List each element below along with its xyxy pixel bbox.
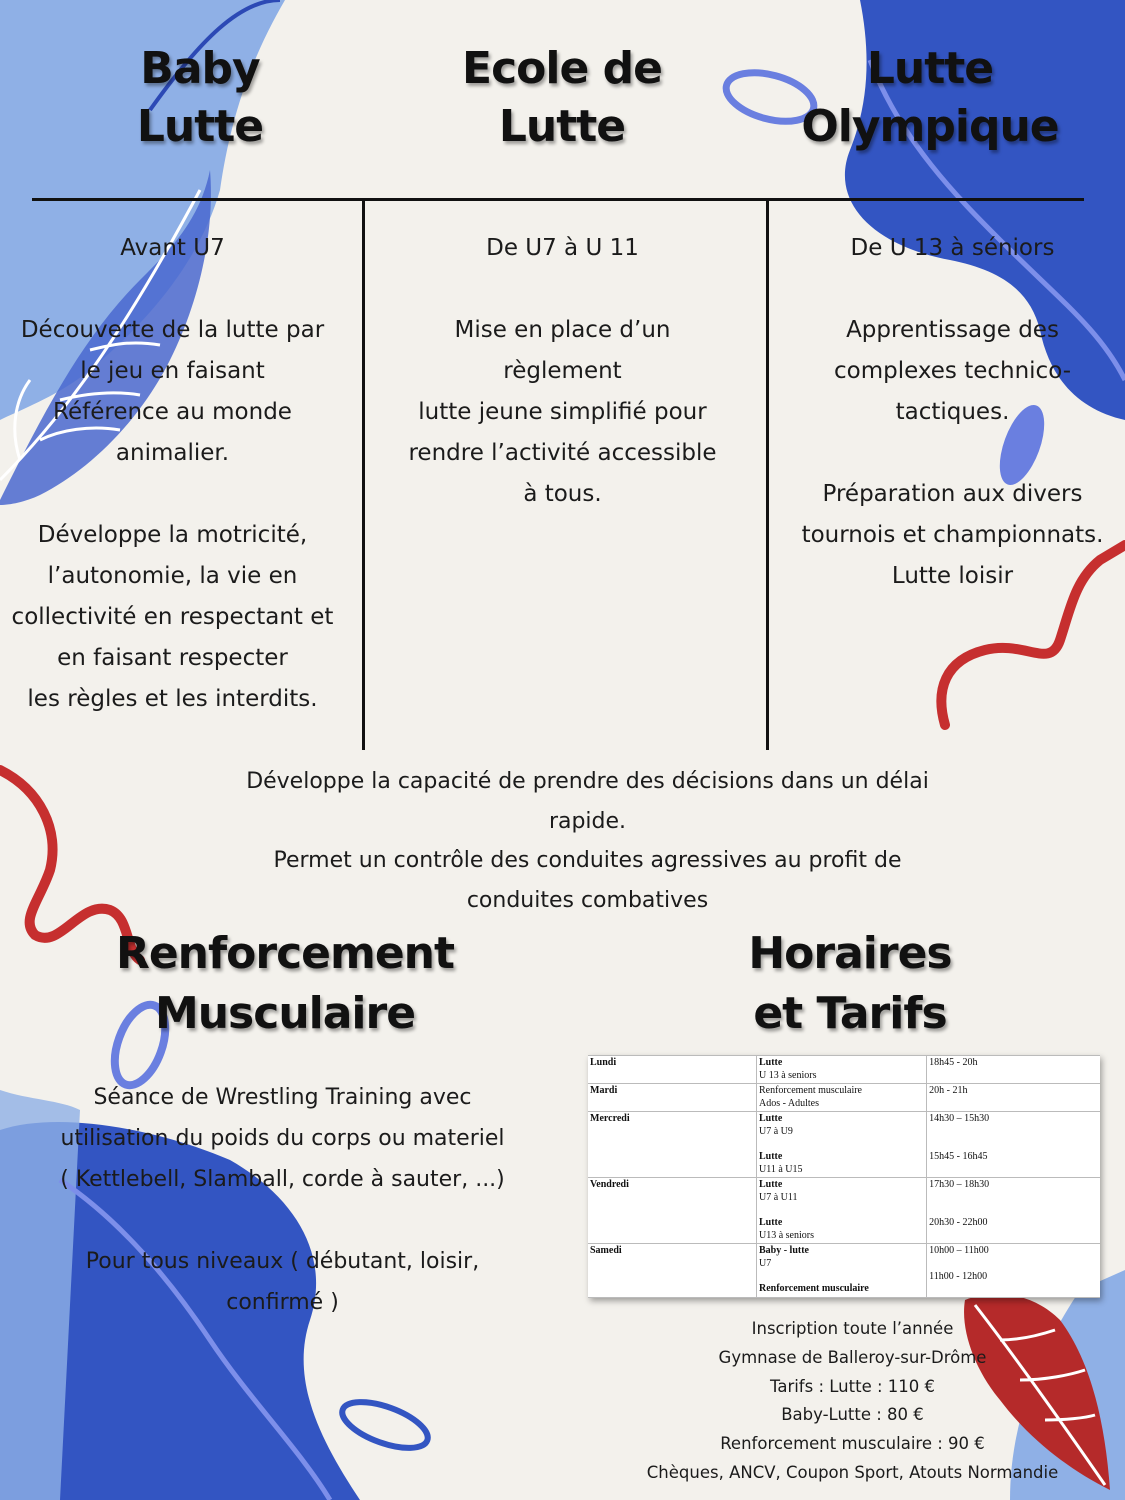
text-line: Tarifs : Lutte : 110 €	[769, 1376, 936, 1396]
text-line: collectivité en respectant et	[11, 604, 334, 630]
schedule-row	[588, 1056, 1100, 1084]
activity-level: U11 à U15	[758, 1163, 803, 1175]
schedule-entry	[759, 1283, 924, 1296]
schedule-activities	[756, 1084, 926, 1112]
schedule-entry	[759, 1217, 924, 1242]
text-line: rendre l’activité accessible	[408, 440, 717, 466]
schedule-times	[927, 1112, 1100, 1178]
activity-time: 15h45 - 16h45	[929, 1151, 988, 1162]
title-line: Ecole de	[462, 43, 662, 94]
text-line: les règles et les interdits.	[27, 686, 318, 712]
text-line: Pour tous niveaux ( débutant, loisir,	[85, 1249, 480, 1274]
text-line: tactiques.	[895, 399, 1010, 425]
horizontal-divider	[32, 198, 1084, 201]
title-line: Lutte	[136, 101, 264, 152]
activity-time: 10h00 – 11h00	[929, 1245, 989, 1256]
activity-name: Lutte	[758, 1179, 783, 1190]
schedule-times	[927, 1084, 1100, 1112]
activity-level: U7 à U9	[758, 1125, 793, 1137]
title-line: Baby	[140, 43, 260, 94]
text-line: Apprentissage des	[846, 317, 1059, 343]
schedule-day: Lundi	[588, 1056, 756, 1084]
title-line: et Tarifs	[753, 988, 947, 1039]
schedule-day: Vendredi	[588, 1178, 756, 1244]
schedule-activities	[756, 1244, 926, 1298]
vertical-divider-left	[362, 200, 365, 750]
text-line: Développe la motricité,	[37, 522, 308, 548]
schedule-entry	[759, 1245, 924, 1270]
schedule-activities	[756, 1056, 926, 1084]
text-line: rapide.	[548, 808, 627, 834]
schedule-table	[588, 1055, 1100, 1298]
text-line: Renforcement musculaire : 90 €	[720, 1434, 985, 1454]
text-line: le jeu en faisant	[80, 358, 265, 384]
text-line: en faisant respecter	[57, 645, 288, 671]
activity-level: U7	[758, 1257, 772, 1269]
text-line: confirmé )	[226, 1290, 339, 1315]
column-title-ecole-de-lutte	[432, 40, 692, 156]
schedule-entry	[759, 1085, 924, 1110]
title-line: Musculaire	[154, 988, 416, 1039]
schedule-day: Mercredi	[588, 1112, 756, 1178]
text-line: Mise en place d’un	[454, 317, 671, 343]
schedule-day: Mardi	[588, 1084, 756, 1112]
text-line: lutte jeune simplifié pour	[418, 399, 707, 425]
text-line: tournois et championnats.	[801, 522, 1104, 548]
title-line: Horaires	[748, 928, 952, 979]
activity-level: Ados - Adultes	[758, 1097, 819, 1109]
text-line: règlement	[503, 358, 622, 384]
text-line: conduites combatives	[466, 887, 709, 913]
schedule-entry	[759, 1179, 924, 1204]
age-range: De U 13 à séniors	[850, 235, 1055, 261]
renforcement-description	[10, 1077, 555, 1323]
activity-time: 11h00 - 12h00	[929, 1270, 988, 1282]
text-line: Permet un contrôle des conduites agressives au profit de	[273, 848, 902, 873]
activity-time: 14h30 – 15h30	[929, 1113, 990, 1124]
text-line: Gymnase de Balleroy-sur-Drôme	[718, 1347, 987, 1367]
activity-time: 17h30 – 18h30	[929, 1179, 990, 1190]
activity-time: 20h30 - 22h00	[929, 1217, 988, 1228]
schedule-times	[927, 1056, 1100, 1084]
text-line: Séance de Wrestling Training avec	[93, 1085, 472, 1110]
text-line: Référence au monde	[53, 399, 292, 425]
column-title-baby-lutte	[80, 40, 320, 156]
activity-name: Lutte	[758, 1217, 783, 1228]
column-title-lutte-olympique	[795, 40, 1065, 156]
schedule-entry	[759, 1113, 924, 1138]
text-line: Baby-Lutte : 80 €	[781, 1405, 924, 1425]
schedule-row	[588, 1178, 1100, 1244]
schedule-activities	[756, 1178, 926, 1244]
section-title-horaires	[715, 924, 985, 1044]
text-line: Inscription toute l’année	[751, 1319, 954, 1338]
text-line: Développe la capacité de prendre des décisions dans un délai	[246, 769, 929, 794]
vertical-divider-right	[766, 200, 769, 750]
activity-name: Baby - lutte	[758, 1245, 809, 1256]
title-line: Renforcement	[115, 928, 455, 979]
text-line: complexes technico-	[833, 358, 1071, 384]
activity-level: U13 à seniors	[758, 1229, 814, 1241]
schedule-times	[927, 1244, 1100, 1298]
schedule-day: Samedi	[588, 1244, 756, 1298]
text-line: l’autonomie, la vie en	[47, 563, 298, 589]
text-line: animalier.	[115, 440, 230, 466]
text-line: Préparation aux divers	[822, 481, 1083, 507]
age-range: Avant U7	[120, 235, 225, 261]
activity-level: U7 à U11	[758, 1191, 798, 1203]
schedule-table-container	[588, 1055, 1100, 1298]
schedule-entry	[759, 1151, 924, 1176]
title-line: Olympique	[801, 101, 1059, 152]
schedule-activities	[756, 1112, 926, 1178]
activity-time: 18h45 - 20h	[929, 1057, 978, 1068]
text-line: Découverte de la lutte par	[20, 317, 325, 343]
text-line: à tous.	[523, 481, 602, 507]
schedule-row	[588, 1084, 1100, 1112]
schedule-row	[588, 1112, 1100, 1178]
title-line: Lutte	[866, 43, 994, 94]
column-ecole-de-lutte	[385, 228, 740, 515]
age-range: De U7 à U 11	[486, 235, 639, 261]
activity-name: Renforcement musculaire	[758, 1283, 869, 1294]
schedule-row	[588, 1244, 1100, 1298]
text-line: Chèques, ANCV, Coupon Sport, Atouts Normandie	[646, 1462, 1059, 1482]
schedule-times	[927, 1178, 1100, 1244]
activity-name: Lutte	[758, 1113, 783, 1124]
registration-info	[590, 1315, 1115, 1488]
section-title-renforcement	[100, 924, 470, 1044]
activity-name: Lutte	[758, 1151, 783, 1162]
text-line: Lutte loisir	[891, 563, 1014, 589]
schedule-entry	[759, 1057, 924, 1082]
activity-time: 20h - 21h	[929, 1085, 968, 1096]
activity-level: U 13 à seniors	[758, 1069, 817, 1081]
activity-name: Lutte	[758, 1057, 783, 1068]
blue-ring-bottom	[337, 1393, 434, 1458]
column-baby-lutte	[0, 228, 345, 720]
column-lutte-olympique	[780, 228, 1125, 597]
text-line: ( Kettlebell, Slamball, corde à sauter, ...)	[60, 1167, 505, 1192]
text-line: utilisation du poids du corps ou materiel	[60, 1126, 505, 1151]
shared-benefits-text	[210, 762, 965, 920]
title-line: Lutte	[498, 101, 626, 152]
activity-name: Renforcement musculaire	[758, 1085, 862, 1096]
